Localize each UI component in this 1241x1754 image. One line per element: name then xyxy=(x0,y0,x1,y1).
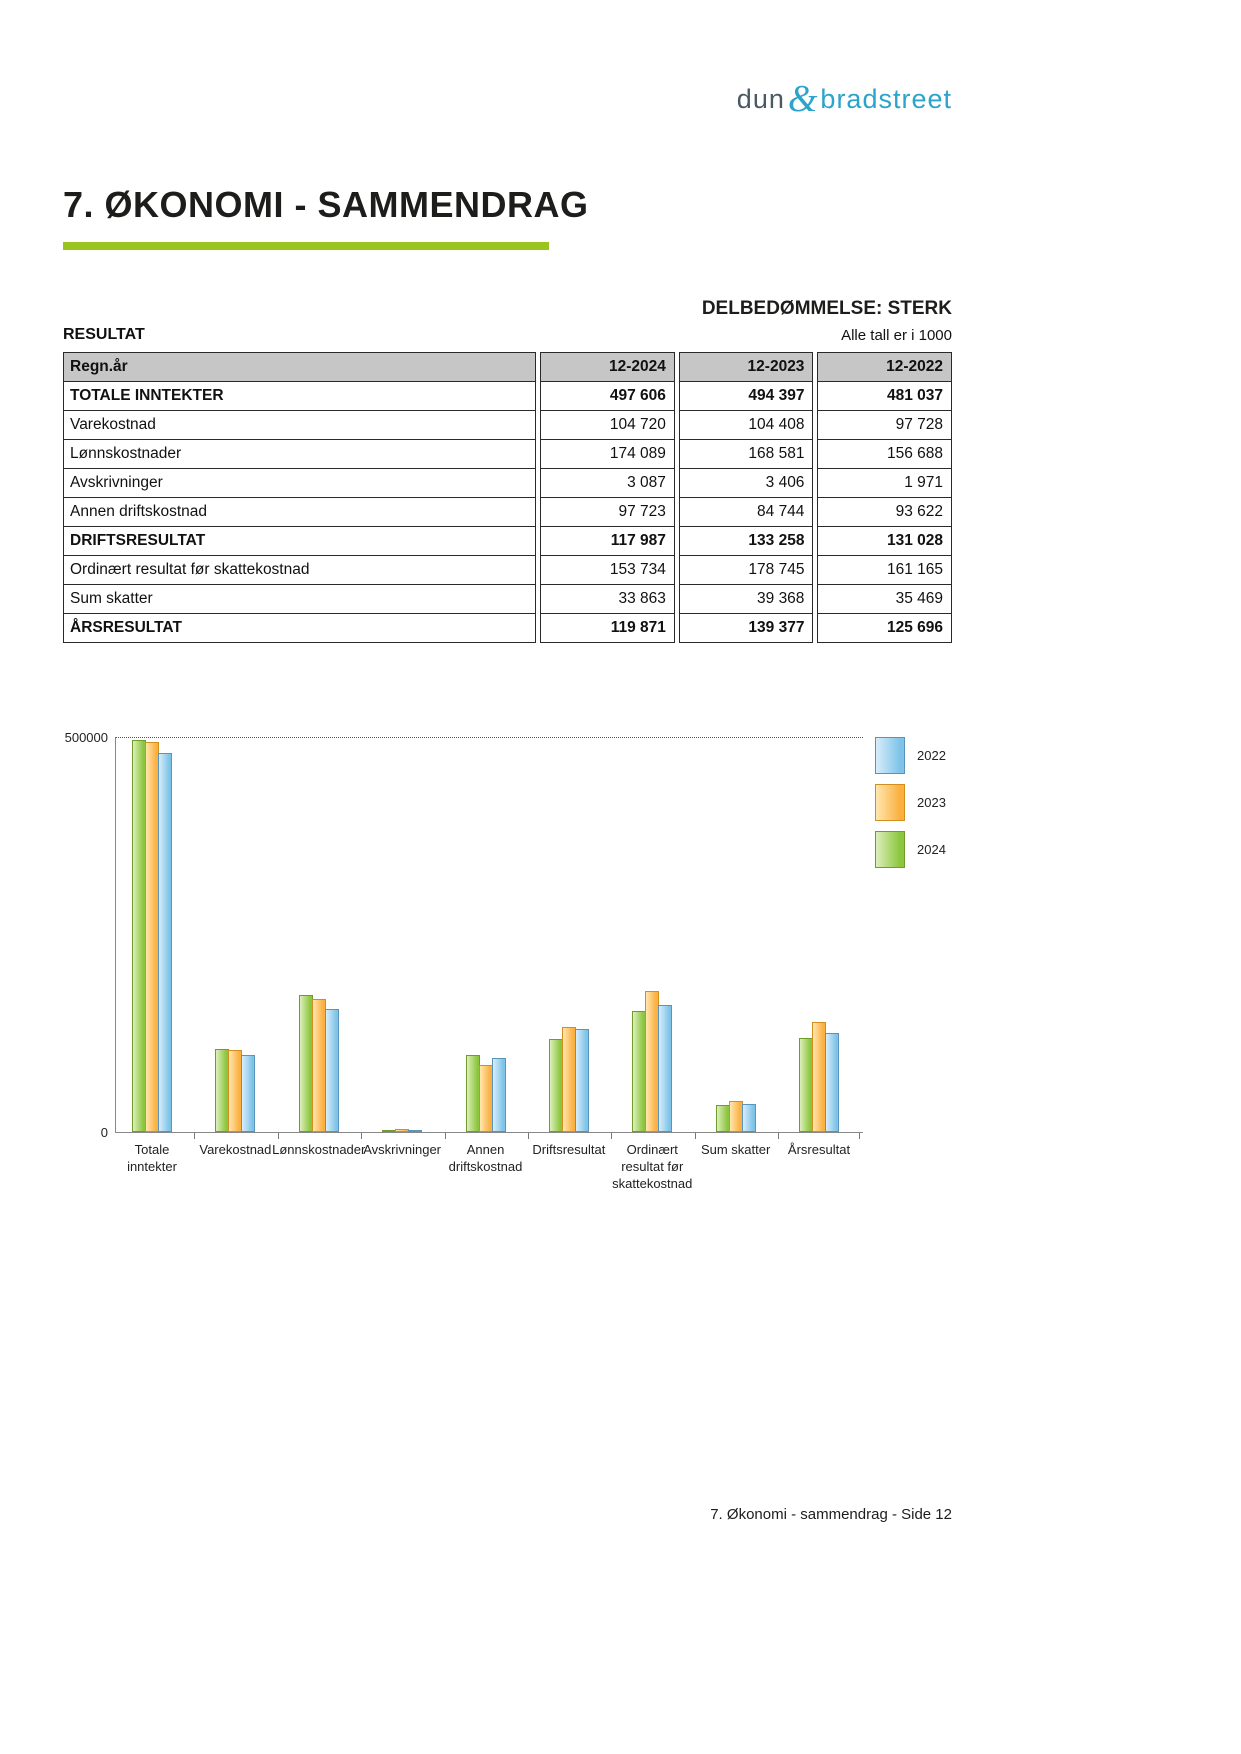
bar-2024 xyxy=(632,1011,646,1132)
cell-value: 131 028 xyxy=(817,526,952,556)
results-table xyxy=(63,352,952,643)
header-12-2024: 12-2024 xyxy=(540,352,675,382)
cell-value: 494 397 xyxy=(679,381,814,411)
legend-label: 2024 xyxy=(917,842,946,857)
row-label: ÅRSRESULTAT xyxy=(63,613,536,643)
category-label: Totale inntekter xyxy=(127,1142,177,1174)
category-label: Årsresultat xyxy=(787,1142,851,1157)
cell-value: 1 971 xyxy=(817,468,952,498)
bar-2023 xyxy=(228,1050,242,1132)
category-group xyxy=(532,738,606,1157)
units-note: Alle tall er i 1000 xyxy=(841,327,952,344)
legend-item xyxy=(875,831,946,868)
legend-swatch-2022 xyxy=(875,737,905,774)
category-label: Avskrivninger xyxy=(363,1142,442,1157)
bar-2023 xyxy=(645,991,659,1132)
cell-value: 97 723 xyxy=(540,497,675,527)
cell-value: 133 258 xyxy=(679,526,814,556)
bar-2024 xyxy=(215,1049,229,1132)
logo-text-dun: dun xyxy=(736,84,785,114)
y-axis-max-label: 500000 xyxy=(64,730,108,745)
category-group xyxy=(700,738,771,1157)
row-label: Avskrivninger xyxy=(63,468,536,498)
category-group xyxy=(363,738,442,1157)
category-group xyxy=(448,738,523,1174)
cell-value: 119 871 xyxy=(540,613,675,643)
table-row xyxy=(63,410,952,440)
cell-value: 104 720 xyxy=(540,410,675,440)
table-row xyxy=(63,555,952,585)
category-label: Annen driftskostnad xyxy=(448,1142,523,1174)
bar-2023 xyxy=(145,742,159,1132)
table-row xyxy=(63,439,952,469)
legend-item xyxy=(875,784,946,821)
cell-value: 168 581 xyxy=(679,439,814,469)
cell-value: 161 165 xyxy=(817,555,952,585)
bar-2024 xyxy=(799,1038,813,1132)
row-label: DRIFTSRESULTAT xyxy=(63,526,536,556)
bar-2022 xyxy=(325,1009,339,1132)
table-row xyxy=(63,381,952,411)
bar-2022 xyxy=(158,753,172,1132)
y-axis-min-label: 0 xyxy=(100,1125,108,1140)
table-header-row xyxy=(63,352,952,382)
bar-2024 xyxy=(466,1055,480,1132)
section-label: RESULTAT xyxy=(63,326,145,343)
page-content xyxy=(63,0,952,1191)
table-row xyxy=(63,468,952,498)
row-label: TOTALE INNTEKTER xyxy=(63,381,536,411)
bar-2023 xyxy=(395,1129,409,1132)
cell-value: 33 863 xyxy=(540,584,675,614)
cell-value: 97 728 xyxy=(817,410,952,440)
category-label: Sum skatter xyxy=(700,1142,771,1157)
y-axis xyxy=(63,730,115,1140)
category-label: Varekostnad xyxy=(199,1142,272,1157)
chart-legend xyxy=(875,737,946,878)
category-group xyxy=(127,738,177,1174)
bar-2022 xyxy=(492,1058,506,1132)
bar-chart xyxy=(63,730,952,1191)
row-label: Ordinært resultat før skattekostnad xyxy=(63,555,536,585)
cell-value: 156 688 xyxy=(817,439,952,469)
legend-swatch-2023 xyxy=(875,784,905,821)
category-label: Lønnskostnader xyxy=(272,1142,366,1157)
header-regnaar: Regn.år xyxy=(63,352,536,382)
bar-2022 xyxy=(825,1033,839,1132)
category-group xyxy=(612,738,693,1191)
category-group xyxy=(272,738,366,1157)
logo-text-bradstreet: bradstreet xyxy=(820,84,952,114)
row-label: Varekostnad xyxy=(63,410,536,440)
legend-swatch-2024 xyxy=(875,831,905,868)
cell-value: 139 377 xyxy=(679,613,814,643)
cell-value: 178 745 xyxy=(679,555,814,585)
bar-2023 xyxy=(562,1027,576,1132)
page-footer: 7. Økonomi - sammendrag - Side 12 xyxy=(710,1506,952,1523)
cell-value: 39 368 xyxy=(679,584,814,614)
cell-value: 117 987 xyxy=(540,526,675,556)
legend-label: 2023 xyxy=(917,795,946,810)
cell-value: 497 606 xyxy=(540,381,675,411)
bar-2022 xyxy=(241,1055,255,1132)
table-meta-row xyxy=(63,326,952,344)
dun-bradstreet-logo xyxy=(737,74,952,118)
cell-value: 3 087 xyxy=(540,468,675,498)
cell-value: 35 469 xyxy=(817,584,952,614)
assessment-label: DELBEDØMMELSE: STERK xyxy=(701,298,952,319)
bar-2022 xyxy=(658,1005,672,1132)
row-label: Lønnskostnader xyxy=(63,439,536,469)
cell-value: 93 622 xyxy=(817,497,952,527)
legend-label: 2022 xyxy=(917,748,946,763)
logo-row xyxy=(63,74,952,118)
header-12-2023: 12-2023 xyxy=(679,352,814,382)
table-row xyxy=(63,584,952,614)
bar-2022 xyxy=(575,1029,589,1132)
bar-2024 xyxy=(716,1105,730,1132)
category-group xyxy=(199,738,272,1157)
cell-value: 153 734 xyxy=(540,555,675,585)
chart-plot xyxy=(115,737,863,1191)
bar-2024 xyxy=(132,740,146,1132)
cell-value: 3 406 xyxy=(679,468,814,498)
cell-value: 125 696 xyxy=(817,613,952,643)
cell-value: 104 408 xyxy=(679,410,814,440)
cell-value: 84 744 xyxy=(679,497,814,527)
row-label: Annen driftskostnad xyxy=(63,497,536,527)
bar-2022 xyxy=(408,1130,422,1132)
table-row xyxy=(63,613,952,643)
bar-2023 xyxy=(312,999,326,1132)
bar-2022 xyxy=(742,1104,756,1132)
bar-2023 xyxy=(479,1065,493,1132)
cell-value: 481 037 xyxy=(817,381,952,411)
bar-2023 xyxy=(729,1101,743,1132)
bar-2024 xyxy=(382,1130,396,1132)
ampersand-icon: & xyxy=(787,78,818,120)
category-label: Ordinært resultat før skattekostnad xyxy=(612,1142,693,1191)
category-group xyxy=(787,738,851,1157)
page-title: 7. ØKONOMI - SAMMENDRAG xyxy=(63,184,589,225)
legend-item xyxy=(875,737,946,774)
table-row xyxy=(63,497,952,527)
bar-2024 xyxy=(299,995,313,1132)
bar-2024 xyxy=(549,1039,563,1132)
bar-2023 xyxy=(812,1022,826,1132)
cell-value: 174 089 xyxy=(540,439,675,469)
accent-bar xyxy=(63,242,549,250)
category-label: Driftsresultat xyxy=(532,1142,606,1157)
table-row xyxy=(63,526,952,556)
row-label: Sum skatter xyxy=(63,584,536,614)
header-12-2022: 12-2022 xyxy=(817,352,952,382)
